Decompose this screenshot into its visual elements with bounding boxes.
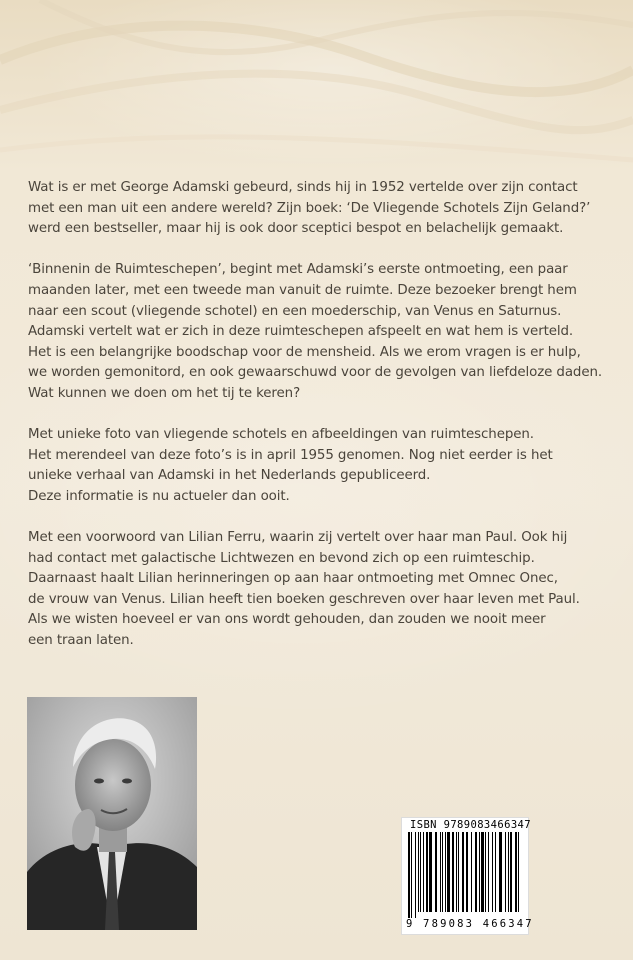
barcode-bar	[518, 832, 519, 912]
barcode-bar	[418, 832, 419, 912]
barcode-bar	[475, 832, 477, 912]
author-portrait-photo	[27, 697, 197, 930]
barcode-bar	[488, 832, 489, 912]
text-line: Adamski vertelt wat er zich in deze ruimteschepen afspeelt en wat hem is verteld.	[28, 324, 574, 340]
text-line: Met unieke foto van vliegende schotels en afbeeldingen van ruimteschepen.	[28, 427, 534, 443]
text-line: had contact met galactische Lichtwezen en bevond zich op een ruimteschip.	[28, 550, 535, 566]
barcode-bar	[485, 832, 486, 912]
barcode-bar	[505, 832, 506, 912]
barcode-bar	[440, 832, 441, 912]
text-line: Wat is er met George Adamski gebeurd, sinds hij in 1952 vertelde over zijn contact	[28, 180, 578, 195]
text-line: unieke verhaal van Adamski in het Nederlands gepubliceerd.	[28, 468, 431, 484]
barcode-bar	[510, 832, 512, 912]
barcode-bar	[508, 832, 509, 912]
blurb-paragraph-4	[28, 528, 618, 652]
barcode-bar	[481, 832, 484, 912]
text-line: Met een voorwoord van Lilian Ferru, waarin zij vertelt over haar man Paul. Ook hij	[28, 530, 568, 546]
barcode-bar	[408, 832, 410, 918]
barcode-bar	[466, 832, 468, 912]
text-line: ‘Binnenin de Ruimteschepen’, begint met Adamski’s eerste ontmoeting, een paar	[28, 262, 568, 278]
blurb-paragraph-1	[28, 178, 618, 240]
blurb-paragraph-2	[28, 260, 618, 404]
text-line: naar een scout (vliegende schotel) en een moederschip, van Venus en Saturnus.	[28, 303, 562, 319]
barcode-digits: 9 789083 466347	[406, 918, 534, 930]
text-line: de vrouw van Venus. Lilian heeft tien boeken geschreven over haar leven met Paul.	[28, 591, 580, 607]
text-line: met een man uit een andere wereld? Zijn boek: ‘De Vliegende Schotels Zijn Geland?’	[28, 200, 591, 216]
barcode-bar	[458, 832, 459, 912]
blurb-paragraph-3	[28, 425, 618, 507]
barcode-bar	[492, 832, 493, 912]
barcode-bar	[447, 832, 450, 912]
text-line: een traan laten.	[28, 633, 134, 649]
barcode-bar	[479, 832, 480, 912]
barcode-bar	[442, 832, 443, 912]
barcode-bar	[515, 832, 517, 912]
barcode-bar	[499, 832, 502, 912]
barcode-bar	[435, 832, 437, 912]
barcode-bar	[495, 832, 496, 912]
barcode-bar	[445, 832, 446, 912]
text-line: maanden later, met een tweede man vanuit de ruimte. Deze bezoeker brengt hem	[28, 282, 577, 298]
barcode-bar	[471, 832, 472, 912]
barcode-bar	[462, 832, 464, 912]
text-line: we worden gemonitord, en ook gewaarschuwd voor de gevolgen van liefdeloze daden.	[28, 365, 603, 381]
barcode-bar	[426, 832, 428, 912]
text-line: Als we wisten hoeveel er van ons wordt gehouden, dan zouden we nooit meer	[28, 612, 546, 628]
text-line: Het merendeel van deze foto’s is in april 1955 genomen. Nog niet eerder is het	[28, 447, 553, 463]
text-line: Daarnaast haalt Lilian herinneringen op aan haar ontmoeting met Omnec Onec,	[28, 571, 558, 587]
text-line: Deze informatie is nu actueler dan ooit.	[28, 488, 290, 504]
barcode-bar	[415, 832, 416, 918]
background-swirl-pattern	[0, 0, 633, 180]
barcode-bars	[408, 832, 522, 918]
barcode-bar	[452, 832, 454, 912]
barcode-bar	[411, 832, 412, 918]
cover-blurb-text	[28, 178, 618, 672]
text-line: Wat kunnen we doen om het tij te keren?	[28, 385, 301, 401]
barcode-bar	[429, 832, 432, 912]
barcode-bar	[456, 832, 457, 912]
barcode-bar	[423, 832, 424, 912]
text-line: Het is een belangrijke boodschap voor de mensheid. Als we erom vragen is er hulp,	[28, 344, 581, 360]
portrait-illustration	[27, 697, 197, 930]
isbn-barcode	[401, 817, 534, 935]
barcode-bar	[420, 832, 421, 912]
text-line: werd een bestseller, maar hij is ook door sceptici bespot en belachelijk gemaakt.	[28, 221, 564, 237]
isbn-label: ISBN 9789083466347	[410, 819, 531, 831]
